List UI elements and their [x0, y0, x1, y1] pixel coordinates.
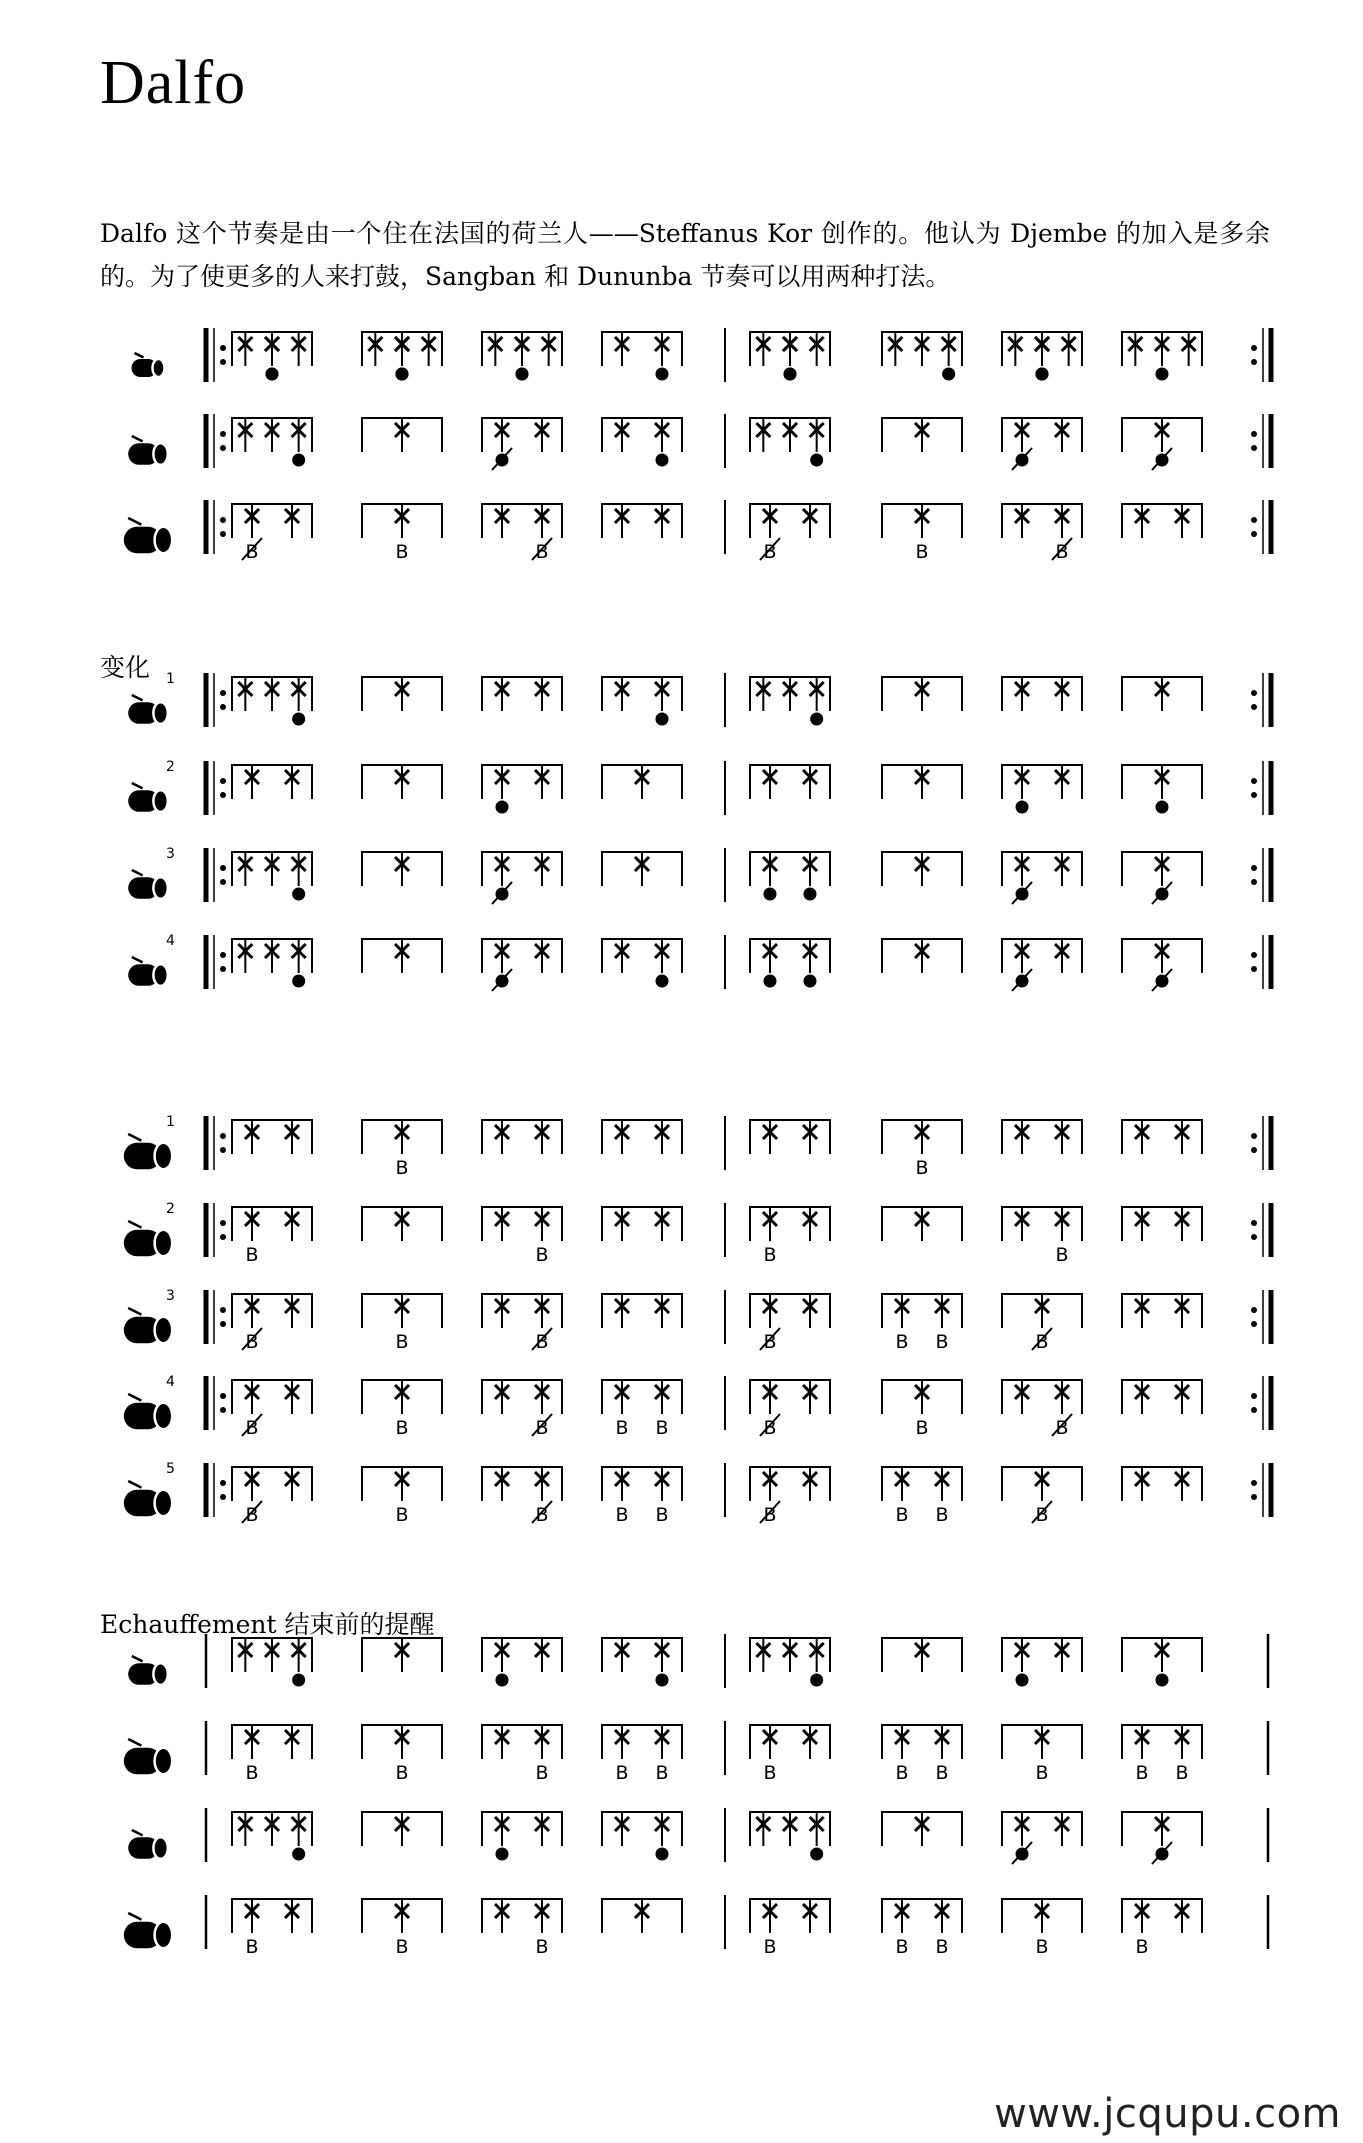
rhythm-row — [124, 1374, 1271, 1439]
intro-paragraph: Dalfo 这个节奏是由一个住在法国的荷兰人——Steffanus Kor 创作的。他认为 Djembe 的加入是多余的。为了使更多的人来打鼓，Sangban 和 Dununba 节奏可以用两种打法。 — [100, 219, 1270, 291]
bell-letter: B — [1135, 1762, 1149, 1784]
bell-letter: B — [655, 1417, 669, 1439]
bell-letter: B — [245, 1331, 259, 1353]
beat-bracket — [1122, 1380, 1202, 1414]
beat-bracket — [482, 1120, 562, 1154]
bell-letter: B — [245, 1504, 259, 1526]
rhythm-row — [124, 1201, 1271, 1266]
beat-bracket — [1002, 852, 1082, 886]
beat-bracket — [1002, 504, 1082, 538]
bell-letter: B — [535, 1762, 549, 1784]
repeat-dot — [1251, 1147, 1257, 1153]
bell-letter: B — [1035, 1331, 1049, 1353]
beat-bracket — [232, 504, 312, 538]
beat-bracket — [232, 1380, 312, 1414]
bell-letter: B — [763, 1936, 777, 1958]
stroke-dot — [1016, 1674, 1029, 1687]
stroke-dot — [810, 1674, 823, 1687]
beat-bracket — [482, 1380, 562, 1414]
beat-bracket — [602, 1812, 682, 1846]
stroke-dot — [1156, 1674, 1169, 1687]
beat-bracket — [482, 1207, 562, 1241]
repeat-dot — [220, 1220, 226, 1226]
page-title: Dalfo — [100, 49, 247, 117]
bell-letter: B — [245, 1762, 259, 1784]
repeat-dot — [1251, 1407, 1257, 1413]
beat-bracket — [1002, 1380, 1082, 1414]
beat-bracket — [1122, 1725, 1202, 1759]
bell-letter: B — [895, 1936, 909, 1958]
bell-letter: B — [935, 1762, 949, 1784]
bell-letter: B — [895, 1331, 909, 1353]
repeat-dot — [220, 445, 226, 451]
rhythm-row — [124, 1288, 1271, 1353]
stroke-dot — [292, 454, 305, 467]
row-number: 4 — [166, 933, 175, 949]
drum-stick — [128, 1913, 141, 1920]
repeat-dot — [1251, 690, 1257, 696]
beat-bracket — [882, 1294, 962, 1328]
drum-stick — [132, 957, 143, 962]
rhythm-row — [124, 1114, 1271, 1179]
bell-letter: B — [535, 1417, 549, 1439]
repeat-dot — [1251, 1307, 1257, 1313]
watermark: www.jcqupu.com — [994, 2091, 1341, 2137]
bell-letter: B — [535, 1936, 549, 1958]
beat-bracket — [750, 1467, 830, 1501]
beat-bracket — [1002, 765, 1082, 799]
beat-bracket — [602, 1207, 682, 1241]
repeat-dot — [220, 778, 226, 784]
drum-stick — [128, 1739, 141, 1746]
stroke-dot — [810, 454, 823, 467]
beat-bracket — [1002, 1812, 1082, 1846]
beat-bracket — [482, 1899, 562, 1933]
bell-letter: B — [915, 1157, 929, 1179]
bell-letter: B — [535, 1244, 549, 1266]
bell-letter: B — [1055, 1417, 1069, 1439]
drum-head — [155, 1403, 173, 1429]
stroke-dot — [292, 975, 305, 988]
drum-head — [155, 527, 173, 553]
drum-head — [153, 702, 167, 724]
stroke-dot — [516, 368, 529, 381]
beat-bracket — [1122, 1467, 1202, 1501]
ending-label: Echauffement 结束前的提醒 — [100, 1610, 435, 1639]
stroke-dot — [496, 801, 509, 814]
bell-letter: B — [915, 541, 929, 563]
beat-bracket — [1122, 1294, 1202, 1328]
bell-letter: B — [655, 1504, 669, 1526]
beat-bracket — [750, 504, 830, 538]
repeat-dot — [1251, 517, 1257, 523]
drum-head — [155, 1230, 173, 1256]
beat-bracket — [1002, 1638, 1082, 1672]
drum-head — [153, 1663, 167, 1685]
beat-bracket — [232, 765, 312, 799]
stroke-dot — [942, 368, 955, 381]
bell-letter: B — [395, 1331, 409, 1353]
bell-letter: B — [935, 1504, 949, 1526]
drum-stick — [132, 870, 143, 875]
rhythm-row — [128, 759, 1271, 815]
drum-stick — [132, 436, 143, 441]
row-number: 3 — [166, 1288, 175, 1304]
repeat-dot — [1251, 1234, 1257, 1240]
repeat-dot — [220, 1307, 226, 1313]
row-number: 1 — [166, 671, 175, 687]
beat-bracket — [482, 504, 562, 538]
variation-label: 变化 — [100, 653, 151, 682]
bell-letter: B — [245, 541, 259, 563]
drum-stick — [132, 1656, 143, 1661]
drum-stick — [128, 1481, 141, 1488]
drum-stick — [135, 353, 144, 358]
bell-letter: B — [1055, 541, 1069, 563]
beat-bracket — [750, 1725, 830, 1759]
beat-bracket — [1122, 504, 1202, 538]
row-number: 1 — [166, 1114, 175, 1130]
stroke-dot — [292, 1674, 305, 1687]
beat-bracket — [882, 1899, 962, 1933]
repeat-dot — [220, 966, 226, 972]
beat-bracket — [232, 1467, 312, 1501]
stroke-dot — [656, 713, 669, 726]
beat-bracket — [482, 1638, 562, 1672]
repeat-dot — [1251, 359, 1257, 365]
beat-bracket — [750, 765, 830, 799]
row-number: 5 — [166, 1461, 175, 1477]
beat-bracket — [482, 1725, 562, 1759]
drum-head — [153, 877, 167, 899]
beat-bracket — [232, 1207, 312, 1241]
repeat-dot — [1251, 445, 1257, 451]
beat-bracket — [750, 939, 830, 973]
drum-stick — [132, 695, 143, 700]
rhythm-row — [124, 1461, 1271, 1526]
repeat-dot — [220, 865, 226, 871]
repeat-dot — [1251, 879, 1257, 885]
repeat-dot — [220, 345, 226, 351]
stroke-dot — [292, 1848, 305, 1861]
drum-head — [153, 790, 167, 812]
bell-letter: B — [763, 541, 777, 563]
repeat-dot — [220, 792, 226, 798]
repeat-dot — [220, 531, 226, 537]
stroke-dot — [1036, 368, 1049, 381]
beat-bracket — [602, 1380, 682, 1414]
bell-letter: B — [1135, 1936, 1149, 1958]
bell-letter: B — [395, 541, 409, 563]
beat-bracket — [1122, 1207, 1202, 1241]
drum-stick — [132, 783, 143, 788]
repeat-dot — [220, 1321, 226, 1327]
drum-stick — [128, 518, 141, 525]
stroke-dot — [810, 713, 823, 726]
repeat-dot — [1251, 778, 1257, 784]
repeat-dot — [220, 1133, 226, 1139]
stroke-dot — [292, 713, 305, 726]
repeat-dot — [1251, 345, 1257, 351]
bell-letter: B — [895, 1762, 909, 1784]
beat-bracket — [1002, 418, 1082, 452]
beat-bracket — [602, 939, 682, 973]
rhythm-row — [128, 671, 1271, 727]
bell-letter: B — [895, 1504, 909, 1526]
repeat-dot — [220, 1234, 226, 1240]
bell-letter: B — [1055, 1244, 1069, 1266]
beat-bracket — [482, 1294, 562, 1328]
repeat-dot — [220, 1393, 226, 1399]
bell-letter: B — [615, 1762, 629, 1784]
repeat-dot — [220, 704, 226, 710]
stroke-dot — [266, 368, 279, 381]
beat-bracket — [482, 1467, 562, 1501]
bell-letter: B — [1175, 1762, 1189, 1784]
rhythm-row — [128, 933, 1271, 991]
bell-letter: B — [615, 1417, 629, 1439]
bell-letter: B — [395, 1417, 409, 1439]
drum-stick — [128, 1394, 141, 1401]
repeat-dot — [220, 1494, 226, 1500]
beat-bracket — [602, 418, 682, 452]
beat-bracket — [602, 1294, 682, 1328]
stroke-dot — [292, 888, 305, 901]
rhythm-row — [124, 1895, 1268, 1958]
beat-bracket — [602, 1467, 682, 1501]
repeat-dot — [1251, 1494, 1257, 1500]
repeat-dot — [1251, 952, 1257, 958]
bell-letter: B — [935, 1331, 949, 1353]
row-number: 4 — [166, 1374, 175, 1390]
bell-letter: B — [245, 1417, 259, 1439]
stroke-dot — [804, 975, 817, 988]
drum-stick — [132, 1830, 143, 1835]
stroke-dot — [496, 1674, 509, 1687]
beat-bracket — [482, 765, 562, 799]
stroke-dot — [656, 975, 669, 988]
rhythm-row — [124, 1721, 1268, 1784]
bell-letter: B — [763, 1504, 777, 1526]
row-number: 2 — [166, 759, 175, 775]
bell-letter: B — [915, 1417, 929, 1439]
drum-head — [153, 1837, 167, 1859]
repeat-dot — [1251, 531, 1257, 537]
bell-letter: B — [245, 1936, 259, 1958]
stroke-dot — [804, 888, 817, 901]
stroke-dot — [656, 368, 669, 381]
drum-head — [155, 1143, 173, 1169]
bell-letter: B — [395, 1936, 409, 1958]
stroke-dot — [1156, 368, 1169, 381]
beat-bracket — [482, 852, 562, 886]
beat-bracket — [602, 1638, 682, 1672]
stroke-dot — [656, 1674, 669, 1687]
repeat-dot — [1251, 1220, 1257, 1226]
beat-bracket — [750, 1120, 830, 1154]
beat-bracket — [232, 1120, 312, 1154]
stroke-dot — [764, 975, 777, 988]
beat-bracket — [750, 1207, 830, 1241]
stroke-dot — [1156, 801, 1169, 814]
beat-bracket — [602, 332, 682, 366]
beat-bracket — [750, 1294, 830, 1328]
beat-bracket — [482, 1812, 562, 1846]
repeat-dot — [220, 431, 226, 437]
beat-bracket — [232, 1899, 312, 1933]
bell-letter: B — [395, 1157, 409, 1179]
repeat-dot — [1251, 1393, 1257, 1399]
repeat-dot — [1251, 966, 1257, 972]
bell-letter: B — [1035, 1762, 1049, 1784]
beat-bracket — [602, 677, 682, 711]
stroke-dot — [656, 454, 669, 467]
rhythm-row — [128, 846, 1271, 904]
repeat-dot — [1251, 792, 1257, 798]
stroke-dot — [656, 1848, 669, 1861]
repeat-dot — [1251, 865, 1257, 871]
stroke-dot — [810, 1848, 823, 1861]
repeat-dot — [1251, 704, 1257, 710]
bell-letter: B — [763, 1762, 777, 1784]
bell-letter: B — [935, 1936, 949, 1958]
bell-letter: B — [535, 541, 549, 563]
beat-bracket — [232, 1725, 312, 1759]
bell-letter: B — [245, 1244, 259, 1266]
repeat-dot — [220, 517, 226, 523]
bell-letter: B — [395, 1762, 409, 1784]
stroke-dot — [496, 1848, 509, 1861]
beat-bracket — [232, 1294, 312, 1328]
beat-bracket — [602, 1120, 682, 1154]
beat-bracket — [482, 939, 562, 973]
stroke-dot — [1016, 801, 1029, 814]
bell-letter: B — [395, 1504, 409, 1526]
stroke-dot — [784, 368, 797, 381]
beat-bracket — [882, 1725, 962, 1759]
bell-letter: B — [615, 1504, 629, 1526]
beat-bracket — [482, 418, 562, 452]
beat-bracket — [750, 1899, 830, 1933]
rhythm-row — [124, 500, 1271, 563]
beat-bracket — [1002, 939, 1082, 973]
bell-letter: B — [1035, 1504, 1049, 1526]
drum-head — [155, 1748, 173, 1774]
beat-bracket — [750, 852, 830, 886]
beat-bracket — [482, 677, 562, 711]
drum-stick — [128, 1308, 141, 1315]
beat-bracket — [882, 1467, 962, 1501]
stroke-dot — [396, 368, 409, 381]
repeat-dot — [1251, 431, 1257, 437]
beat-bracket — [1002, 1207, 1082, 1241]
repeat-dot — [220, 1147, 226, 1153]
rhythm-row — [128, 1634, 1268, 1688]
row-number: 3 — [166, 846, 175, 862]
drum-stick — [128, 1221, 141, 1228]
rhythm-row — [128, 414, 1271, 470]
row-number: 2 — [166, 1201, 175, 1217]
repeat-dot — [220, 879, 226, 885]
bell-letter: B — [763, 1244, 777, 1266]
repeat-dot — [220, 690, 226, 696]
repeat-dot — [220, 1407, 226, 1413]
bell-letter: B — [535, 1504, 549, 1526]
drum-head — [155, 1317, 173, 1343]
repeat-dot — [220, 952, 226, 958]
beat-bracket — [1002, 1120, 1082, 1154]
repeat-dot — [1251, 1480, 1257, 1486]
beat-bracket — [1002, 677, 1082, 711]
rhythm-row — [132, 328, 1272, 382]
drum-head — [153, 443, 167, 465]
repeat-dot — [1251, 1321, 1257, 1327]
drum-head — [155, 1922, 173, 1948]
repeat-dot — [220, 359, 226, 365]
beat-bracket — [1122, 1899, 1202, 1933]
repeat-dot — [1251, 1133, 1257, 1139]
beat-bracket — [602, 504, 682, 538]
beat-bracket — [602, 1725, 682, 1759]
bell-letter: B — [535, 1331, 549, 1353]
drum-head — [155, 1490, 173, 1516]
bell-letter: B — [763, 1331, 777, 1353]
stroke-dot — [764, 888, 777, 901]
bell-letter: B — [655, 1762, 669, 1784]
drum-stick — [128, 1134, 141, 1141]
repeat-dot — [220, 1480, 226, 1486]
rhythm-row — [128, 1808, 1268, 1864]
bell-letter: B — [763, 1417, 777, 1439]
beat-bracket — [1122, 1120, 1202, 1154]
drum-head — [153, 964, 167, 986]
bell-letter: B — [1035, 1936, 1049, 1958]
drum-head — [153, 359, 165, 377]
beat-bracket — [750, 1380, 830, 1414]
